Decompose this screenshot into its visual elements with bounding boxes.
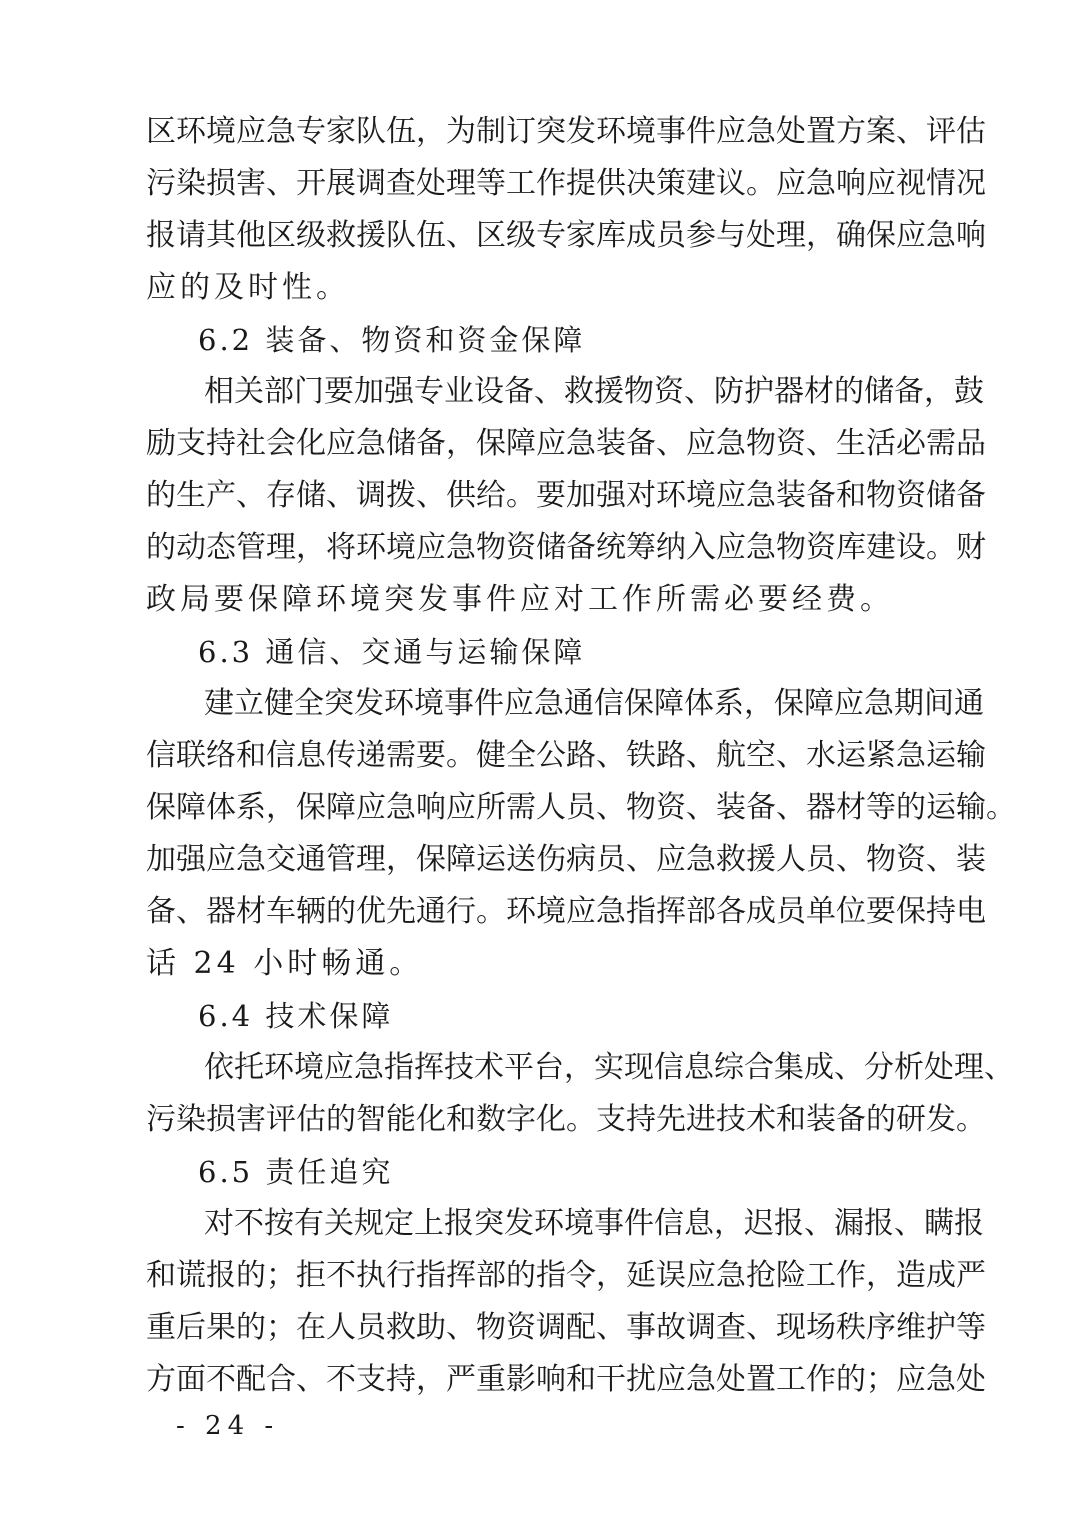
section-heading-6-4: 6.4 技术保障 — [198, 999, 394, 1033]
paragraph-line: 应的及时性。 — [146, 270, 350, 305]
paragraph-line: 建立健全突发环境事件应急通信保障体系，保障应急期间通 — [204, 686, 984, 721]
paragraph-line: 依托环境应急指挥技术平台，实现信息综合集成、分析处理、 — [204, 1050, 1014, 1085]
paragraph-line: 报请其他区级救援队伍、区级专家库成员参与处理，确保应急响 — [146, 218, 986, 253]
paragraph-line: 话 24 小时畅通。 — [146, 946, 424, 981]
paragraph-line: 励支持社会化应急储备，保障应急装备、应急物资、生活必需品 — [146, 426, 986, 461]
paragraph-line: 政局要保障环境突发事件应对工作所需必要经费。 — [146, 582, 894, 617]
paragraph-line: 和谎报的；拒不执行指挥部的指令，延误应急抢险工作，造成严 — [146, 1258, 986, 1293]
paragraph-line: 信联络和信息传递需要。健全公路、铁路、航空、水运紧急运输 — [146, 738, 986, 773]
section-heading-6-5: 6.5 责任追究 — [198, 1155, 394, 1189]
paragraph-line: 重后果的；在人员救助、物资调配、事故调查、现场秩序维护等 — [146, 1310, 986, 1345]
paragraph-line: 区环境应急专家队伍，为制订突发环境事件应急处置方案、评估 — [146, 114, 986, 149]
paragraph-line: 的生产、存储、调拨、供给。要加强对环境应急装备和物资储备 — [146, 478, 986, 513]
paragraph-line: 污染损害、开展调查处理等工作提供决策建议。应急响应视情况 — [146, 166, 986, 201]
section-heading-6-3: 6.3 通信、交通与运输保障 — [198, 635, 586, 669]
section-heading-6-2: 6.2 装备、物资和资金保障 — [198, 323, 586, 357]
paragraph-line: 的动态管理，将环境应急物资储备统筹纳入应急物资库建设。财 — [146, 530, 986, 565]
paragraph-line: 污染损害评估的智能化和数字化。支持先进技术和装备的研发。 — [146, 1102, 986, 1137]
paragraph-line: 加强应急交通管理，保障运送伤病员、应急救援人员、物资、装 — [146, 842, 986, 877]
paragraph-line: 对不按有关规定上报突发环境事件信息，迟报、漏报、瞒报 — [204, 1206, 984, 1241]
paragraph-line: 方面不配合、不支持，严重影响和干扰应急处置工作的；应急处 — [146, 1362, 986, 1397]
paragraph-line: 备、器材车辆的优先通行。环境应急指挥部各成员单位要保持电 — [146, 894, 986, 929]
paragraph-line: 保障体系，保障应急响应所需人员、物资、装备、器材等的运输。 — [146, 790, 1016, 825]
page-number: - 24 - — [176, 1411, 280, 1441]
paragraph-line: 相关部门要加强专业设备、救援物资、防护器材的储备，鼓 — [204, 374, 984, 409]
